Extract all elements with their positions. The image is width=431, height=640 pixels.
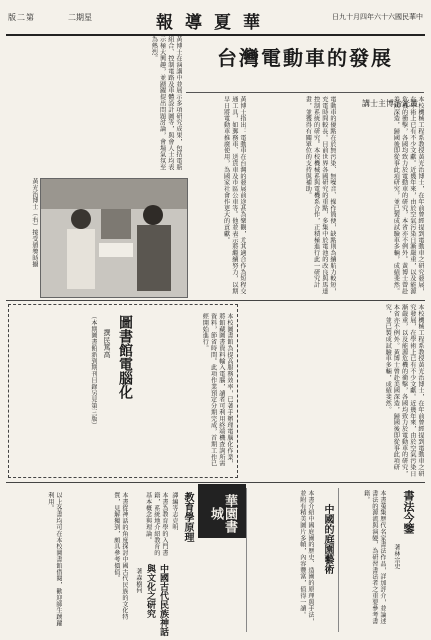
book-title-mythology: 中國古代民族神話與文化之研究 [145,564,168,636]
book-body-calligraphy: 本書蒐集歷代名家書法作品，詳加評介，並論述書法的源流與演變，為研習書法者之重要參考書籍。 [362,490,386,625]
bottom-left-note: 以上各書均可在本校圖書館借閱，歡迎師生踴躍利用。 [46,492,62,627]
issue-date: 日九十月四年六十六國民華中 [332,13,423,21]
headline-block [186,42,424,108]
book-title-education: 教育學原理 [182,492,193,542]
photo-caption: 黃光治博士（右）接受頒獎時攝 [31,178,38,268]
article-column-middle: 電動車的優點在於無污染、無噪音、操作簡便，缺點則為續航力較短，充電時間較長。目前世界各國研究的重點，多集中於電池的改良與馬達控制系統的研究。本校機械系與電機系合作，正積極進行此一研究計畫，並獲得有關單位的支持與補助。 [304,96,336,295]
book-title-garden: 中國的庭園藝術 [322,504,333,574]
book-author-calligraphy: 著林宗史 [393,544,400,570]
section-divider [6,300,425,301]
event-photo-image [41,179,187,297]
book-title-calligraphy: 書法今鑒 [402,490,415,534]
headline-byline: 講士主博治光黃 [362,99,418,108]
book-author-education: 譯編等志克明 [171,492,178,531]
book-body-mythology: 本書從神話的角度探討中國古代民族的文化特質，見解獨到，頗具參考價值。 [112,492,128,620]
newspaper-page [6,4,425,636]
book-author-mythology: 著森樹何 [135,568,142,594]
article-column-right: 本校機械工程系教授黃光治博士，在年前曾經提到電動車之研究發展，在學術上已有不少文獻。近幾年來，由於空氣污染日漸嚴重，以及能源危機的衝擊，各國均致力於電動車的研究，本省亦不例外。黃博士曾赴美國深造，歸國後即從事此項研究，並已製成試驗車多輛，成績斐然。 [392,96,424,295]
column-rule [246,488,247,632]
seal-text: 華園書城 [208,493,237,533]
issue-weekday: 二期星 [68,13,92,22]
book-column-seal [198,484,246,538]
section-divider-2 [6,482,425,483]
library-box [8,304,238,478]
book-body-garden: 本書介紹中國庭園的歷史、造園的原理與手法，並附有精美圖片多幀，內容豐富，值得一讀。 [298,490,314,625]
column-rule-2 [338,488,339,632]
library-author: 撰民篤高 [103,329,111,358]
library-title: 圖書館電腦化 [117,315,133,399]
article-column-left: 黃博士在演講中並展示多項研究成果，包括電瓶組合、控制電路及車體設計圖等，與會人士均表示極大興趣，並踴躍提出問題討論，會場氣氛至為熱烈。 [150,36,182,171]
article-column-middle-2: 黃博士指出：電動車在台灣的發展前途甚為樂觀，尤其適合作為短程交通工具，如郵務車、送貨車及市區公車等。他並表示將繼續努力，以期早日將電動車推廣使用，為國家社會作更大的貢獻。 [222,96,246,295]
library-body: 本校圖書館為提高服務效率，已著手辦理電腦化作業，將館藏圖書資料輸入電腦，讀者可利用終端機查詢所需資料，節省時間。此項作業預定分期完成，首期工作已經開始進行。 [201,313,233,467]
page-number: 版二第 [8,13,35,22]
book-body-education: 本書為教育學的入門書籍，系統地介紹教育的基本概念與理論。 [144,492,168,556]
headline-title: 台灣電動車的發展 [217,46,393,70]
library-note: （本期圖書館新到期刊目錄另見第三版） [90,313,97,429]
event-photo [40,178,188,298]
newspaper-title: 報導夏華 [156,13,272,33]
masthead [6,4,425,36]
article-continued: 本校機械工程系教授黃光治博士，在年前曾經提到電動車之研究發展，在學術上已有不少文獻。近幾年來，由於空氣污染日漸嚴重，以及能源危機的衝擊，各國均致力於電動車的研究，本省亦不例外。黃博士曾赴美國深造，歸國後即從事此項研究，並已製成試驗車多輛，成績斐然。 [384,304,424,477]
